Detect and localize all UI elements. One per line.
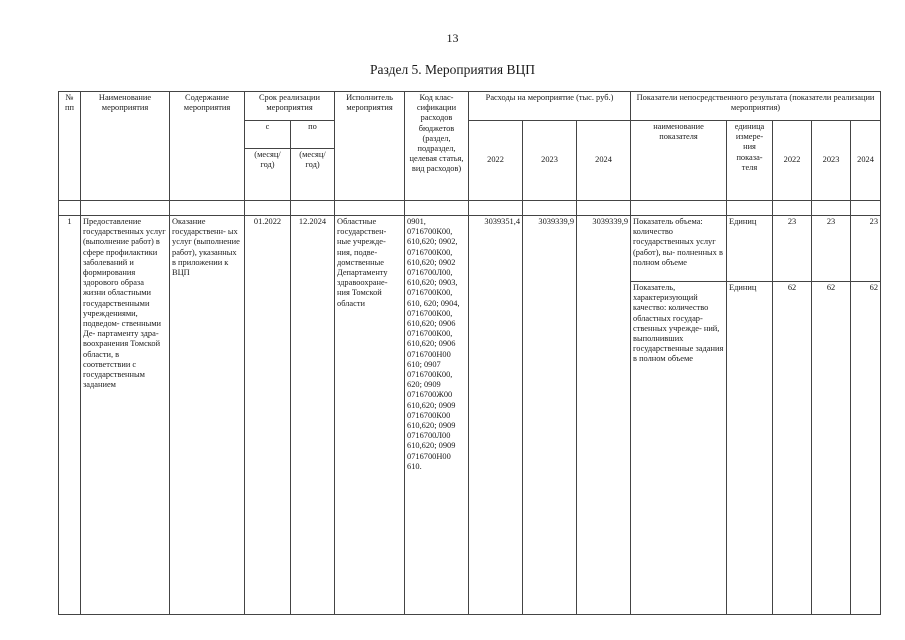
indicator1-unit: Единиц — [727, 216, 773, 282]
table-row — [59, 216, 881, 282]
header-ind-2022: 2022 — [773, 121, 812, 201]
header-ind-name: наименование показателя — [631, 121, 727, 201]
row-codes: 0901, 0716700К00, 610,620; 0902, 0716700К00, 610,620; 0902 0716700Л00, 610,620; 0903, 0716700К00, 610, 620; 0904, 0716700К00, 610,620; 0906 0716700К00, 610,620; 0906 0716700Н00 610; 0907 0716700К00, 620; 0909 0716700Ж00 610,620; 0909 0716700К00 610,620; 0909 0716700Л00 610,620; 0909 0716700Н00 610. — [405, 216, 469, 615]
indicator1-2022: 23 — [773, 216, 812, 282]
header-term-from-unit: (месяц/ год) — [245, 149, 291, 201]
header-content: Содержание мероприятия — [170, 92, 245, 201]
indicator2-2023: 62 — [812, 282, 851, 615]
indicator2-2022: 62 — [773, 282, 812, 615]
header-indicators: Показатели непосредственного результата (показатели реализации мероприятия) — [631, 92, 881, 121]
header-row-1 — [59, 92, 881, 121]
header-executor: Исполнитель мероприятия — [335, 92, 405, 201]
header-name: Наименование мероприятия — [81, 92, 170, 201]
indicator2-name: Показатель, характеризующий качество: количество областных государ- ственных учрежде- ний, выполнивших государственные задания в полном объеме — [631, 282, 727, 615]
row-exp-2023: 3039339,9 — [523, 216, 577, 615]
row-content: Оказание государственн- ых услуг (выполнение работ), указанных в приложении к ВЦП — [170, 216, 245, 615]
row-from: 01.2022 — [245, 216, 291, 615]
header-term: Срок реализации мероприятия — [245, 92, 335, 121]
indicator2-unit: Единиц — [727, 282, 773, 615]
header-exp-2022: 2022 — [469, 121, 523, 201]
header-num: № пп — [59, 92, 81, 201]
indicator1-2024: 23 — [851, 216, 881, 282]
header-expenses: Расходы на мероприятие (тыс. руб.) — [469, 92, 631, 121]
header-ind-2023: 2023 — [812, 121, 851, 201]
header-term-from: с — [245, 121, 291, 149]
header-term-to-unit: (месяц/ год) — [291, 149, 335, 201]
section-title: Раздел 5. Мероприятия ВЦП — [370, 62, 535, 77]
header-code: Код клас- сификации расходов бюджетов (раздел, подраздел, целевая статья, вид расходов) — [405, 92, 469, 201]
measures-table — [58, 91, 881, 615]
header-ind-2024: 2024 — [851, 121, 881, 201]
row-exp-2024: 3039339,9 — [577, 216, 631, 615]
indicator1-name: Показатель объема: количество государственных услуг (работ), вы- полненных в полном объеме — [631, 216, 727, 282]
page-number: 13 — [446, 31, 459, 45]
row-to: 12.2024 — [291, 216, 335, 615]
indicator2-2024: 62 — [851, 282, 881, 615]
header-ind-unit: единица измере- ния показа- теля — [727, 121, 773, 201]
header-exp-2023: 2023 — [523, 121, 577, 201]
row-exp-2022: 3039351,4 — [469, 216, 523, 615]
header-spacer-row — [59, 201, 881, 216]
header-term-to: по — [291, 121, 335, 149]
row-name: Предоставление государственных услуг (выполнение работ) в сфере профилактики заболеваний и формирования здорового образа жизни областными государственными учреждениями, подведом- ственными Де- партаменту здра- воохранения Томской области, в соответствии с государственным заданием — [81, 216, 170, 615]
row-executor: Областные государствен- ные учрежде- ния, подве- домственные Департаменту здравоохране- ния Томской области — [335, 216, 405, 615]
row-num: 1 — [59, 216, 81, 615]
indicator1-2023: 23 — [812, 216, 851, 282]
header-exp-2024: 2024 — [577, 121, 631, 201]
